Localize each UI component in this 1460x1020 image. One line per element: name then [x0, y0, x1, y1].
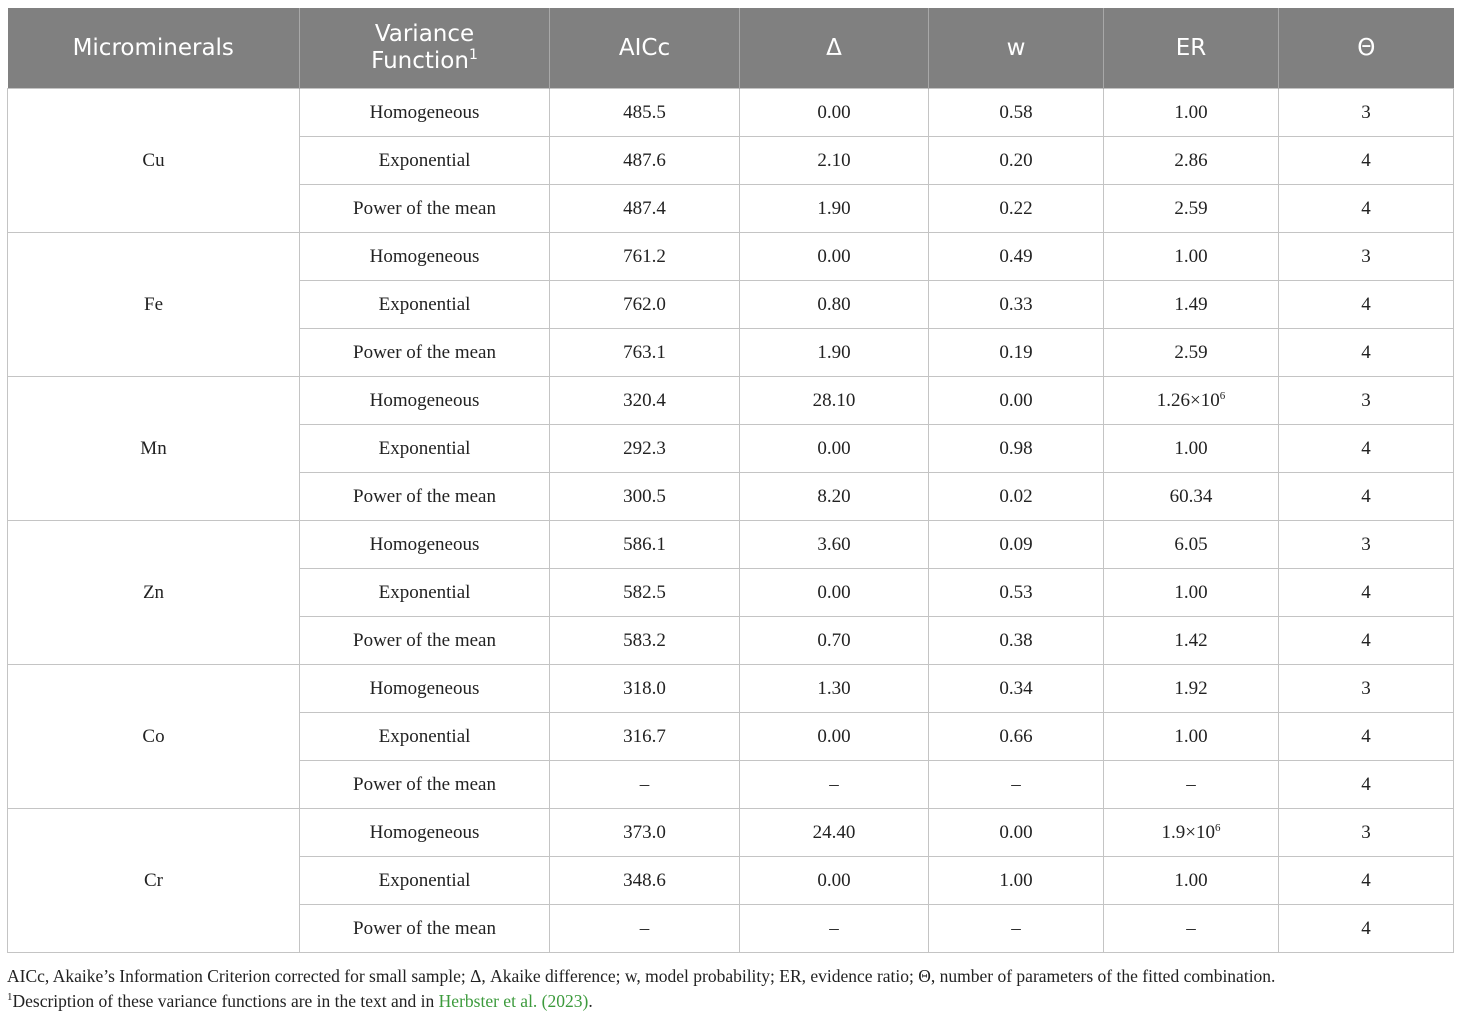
w-cell: 0.38 — [929, 617, 1104, 665]
er-cell: 1.49 — [1104, 281, 1279, 329]
w-cell: 0.19 — [929, 329, 1104, 377]
aicc-cell: 348.6 — [550, 857, 740, 905]
w-cell: 0.20 — [929, 137, 1104, 185]
aicc-cell: 300.5 — [550, 473, 740, 521]
w-cell: 0.09 — [929, 521, 1104, 569]
header-variance-label-line2: Function — [371, 48, 469, 74]
er-cell: 60.34 — [1104, 473, 1279, 521]
header-w — [929, 8, 1104, 89]
variance-function-cell: Power of the mean — [300, 905, 550, 953]
theta-cell: 3 — [1279, 89, 1454, 137]
aicc-cell: 292.3 — [550, 425, 740, 473]
theta-cell: 4 — [1279, 713, 1454, 761]
theta-cell: 4 — [1279, 617, 1454, 665]
w-cell: 0.49 — [929, 233, 1104, 281]
header-delta-label: Δ — [826, 34, 842, 61]
variance-function-cell: Homogeneous — [300, 233, 550, 281]
footnote-end: . — [588, 991, 593, 1011]
aicc-cell: 487.4 — [550, 185, 740, 233]
theta-cell: 3 — [1279, 665, 1454, 713]
variance-function-cell: Exponential — [300, 713, 550, 761]
theta-cell: 4 — [1279, 425, 1454, 473]
w-cell: 0.98 — [929, 425, 1104, 473]
table-row — [8, 89, 1454, 137]
variance-function-table — [7, 8, 1454, 953]
variance-function-cell: Power of the mean — [300, 329, 550, 377]
header-theta — [1279, 8, 1454, 89]
er-exponent: 6 — [1214, 821, 1221, 834]
variance-function-cell: Homogeneous — [300, 377, 550, 425]
w-cell: 0.34 — [929, 665, 1104, 713]
er-cell: 1.00 — [1104, 569, 1279, 617]
w-cell: 0.33 — [929, 281, 1104, 329]
delta-cell: 24.40 — [740, 809, 929, 857]
mineral-cell: Cr — [8, 809, 300, 953]
theta-cell: 4 — [1279, 137, 1454, 185]
er-cell: – — [1104, 905, 1279, 953]
delta-cell: – — [740, 905, 929, 953]
theta-cell: 4 — [1279, 569, 1454, 617]
aicc-cell: 320.4 — [550, 377, 740, 425]
er-cell: 1.00 — [1104, 713, 1279, 761]
variance-function-cell: Exponential — [300, 569, 550, 617]
w-cell: – — [929, 905, 1104, 953]
er-cell: 1.00 — [1104, 233, 1279, 281]
theta-cell: 4 — [1279, 281, 1454, 329]
header-variance-function — [300, 8, 550, 89]
er-cell — [1104, 377, 1279, 425]
aicc-cell: 586.1 — [550, 521, 740, 569]
header-variance-label-line1: Variance — [374, 21, 475, 47]
w-cell: 0.58 — [929, 89, 1104, 137]
mineral-cell: Fe — [8, 233, 300, 377]
header-er — [1104, 8, 1279, 89]
theta-cell: 4 — [1279, 185, 1454, 233]
header-microminerals — [8, 8, 300, 89]
aicc-cell: 763.1 — [550, 329, 740, 377]
table-row — [8, 521, 1454, 569]
delta-cell: 0.80 — [740, 281, 929, 329]
er-cell: 1.92 — [1104, 665, 1279, 713]
delta-cell: 0.00 — [740, 857, 929, 905]
variance-function-cell: Homogeneous — [300, 521, 550, 569]
delta-cell: 0.00 — [740, 89, 929, 137]
theta-cell: 4 — [1279, 905, 1454, 953]
er-cell: – — [1104, 761, 1279, 809]
delta-cell: 1.90 — [740, 185, 929, 233]
variance-function-cell: Exponential — [300, 425, 550, 473]
er-value: 1.9×10 — [1161, 821, 1215, 843]
w-cell: 0.53 — [929, 569, 1104, 617]
aicc-cell: – — [550, 905, 740, 953]
variance-function-cell: Homogeneous — [300, 665, 550, 713]
table-row — [8, 665, 1454, 713]
theta-cell: 4 — [1279, 329, 1454, 377]
aicc-cell: 485.5 — [550, 89, 740, 137]
w-cell: 0.00 — [929, 377, 1104, 425]
header-er-label: ER — [1175, 34, 1207, 61]
header-microminerals-label: Microminerals — [72, 34, 234, 61]
delta-cell: 8.20 — [740, 473, 929, 521]
citation-link[interactable]: Herbster et al. (2023) — [438, 991, 589, 1011]
variance-function-note — [7, 989, 1453, 1014]
w-cell: 0.22 — [929, 185, 1104, 233]
er-exponent: 6 — [1219, 389, 1226, 402]
mineral-cell: Zn — [8, 521, 300, 665]
aicc-cell: 487.6 — [550, 137, 740, 185]
variance-function-cell: Power of the mean — [300, 761, 550, 809]
delta-cell: 2.10 — [740, 137, 929, 185]
er-value: 1.26×10 — [1156, 389, 1220, 411]
variance-function-cell: Exponential — [300, 137, 550, 185]
delta-cell: 0.00 — [740, 233, 929, 281]
w-cell: – — [929, 761, 1104, 809]
theta-cell: 4 — [1279, 761, 1454, 809]
delta-cell: 3.60 — [740, 521, 929, 569]
variance-function-cell: Power of the mean — [300, 185, 550, 233]
w-cell: 1.00 — [929, 857, 1104, 905]
er-cell: 2.59 — [1104, 185, 1279, 233]
variance-function-cell: Exponential — [300, 281, 550, 329]
header-theta-label: Θ — [1357, 34, 1376, 61]
aicc-cell: 762.0 — [550, 281, 740, 329]
delta-cell: 0.00 — [740, 713, 929, 761]
theta-cell: 4 — [1279, 857, 1454, 905]
aicc-cell: 318.0 — [550, 665, 740, 713]
theta-cell: 3 — [1279, 809, 1454, 857]
delta-cell: 0.00 — [740, 425, 929, 473]
footnote-marker: 1 — [7, 991, 13, 1003]
header-delta — [740, 8, 929, 89]
er-cell: 1.42 — [1104, 617, 1279, 665]
delta-cell: 0.70 — [740, 617, 929, 665]
er-cell: 1.00 — [1104, 425, 1279, 473]
er-cell: 6.05 — [1104, 521, 1279, 569]
variance-function-cell: Exponential — [300, 857, 550, 905]
table-row — [8, 377, 1454, 425]
table-header-row — [8, 8, 1454, 89]
footnote-text: Description of these variance functions are in the text and in — [12, 991, 439, 1011]
table-footnotes — [7, 964, 1453, 1014]
results-table-container — [7, 8, 1453, 953]
abbreviations-note: AICc, Akaike’s Information Criterion corrected for small sample; Δ, Akaike difference; w, model probability; ER, evidence ratio; Θ, number of parameters of the fitted combination. — [7, 966, 1276, 986]
w-cell: 0.00 — [929, 809, 1104, 857]
table-row — [8, 809, 1454, 857]
delta-cell: 1.90 — [740, 329, 929, 377]
table-row — [8, 233, 1454, 281]
mineral-cell: Cu — [8, 89, 300, 233]
header-variance-footnote-marker: 1 — [468, 47, 478, 63]
aicc-cell: 583.2 — [550, 617, 740, 665]
er-cell: 2.86 — [1104, 137, 1279, 185]
theta-cell: 3 — [1279, 233, 1454, 281]
er-cell: 1.00 — [1104, 857, 1279, 905]
theta-cell: 3 — [1279, 521, 1454, 569]
header-aicc — [550, 8, 740, 89]
er-cell: 2.59 — [1104, 329, 1279, 377]
mineral-cell: Co — [8, 665, 300, 809]
variance-function-cell: Power of the mean — [300, 473, 550, 521]
mineral-cell: Mn — [8, 377, 300, 521]
delta-cell: 1.30 — [740, 665, 929, 713]
header-w-label: w — [1006, 34, 1026, 61]
aicc-cell: – — [550, 761, 740, 809]
delta-cell: 28.10 — [740, 377, 929, 425]
delta-cell: – — [740, 761, 929, 809]
aicc-cell: 316.7 — [550, 713, 740, 761]
table-body — [8, 89, 1454, 953]
aicc-cell: 582.5 — [550, 569, 740, 617]
w-cell: 0.02 — [929, 473, 1104, 521]
delta-cell: 0.00 — [740, 569, 929, 617]
er-cell: 1.00 — [1104, 89, 1279, 137]
aicc-cell: 373.0 — [550, 809, 740, 857]
aicc-cell: 761.2 — [550, 233, 740, 281]
w-cell: 0.66 — [929, 713, 1104, 761]
header-aicc-label: AICc — [618, 34, 671, 61]
variance-function-cell: Homogeneous — [300, 809, 550, 857]
theta-cell: 4 — [1279, 473, 1454, 521]
variance-function-cell: Power of the mean — [300, 617, 550, 665]
variance-function-cell: Homogeneous — [300, 89, 550, 137]
er-cell — [1104, 809, 1279, 857]
theta-cell: 3 — [1279, 377, 1454, 425]
